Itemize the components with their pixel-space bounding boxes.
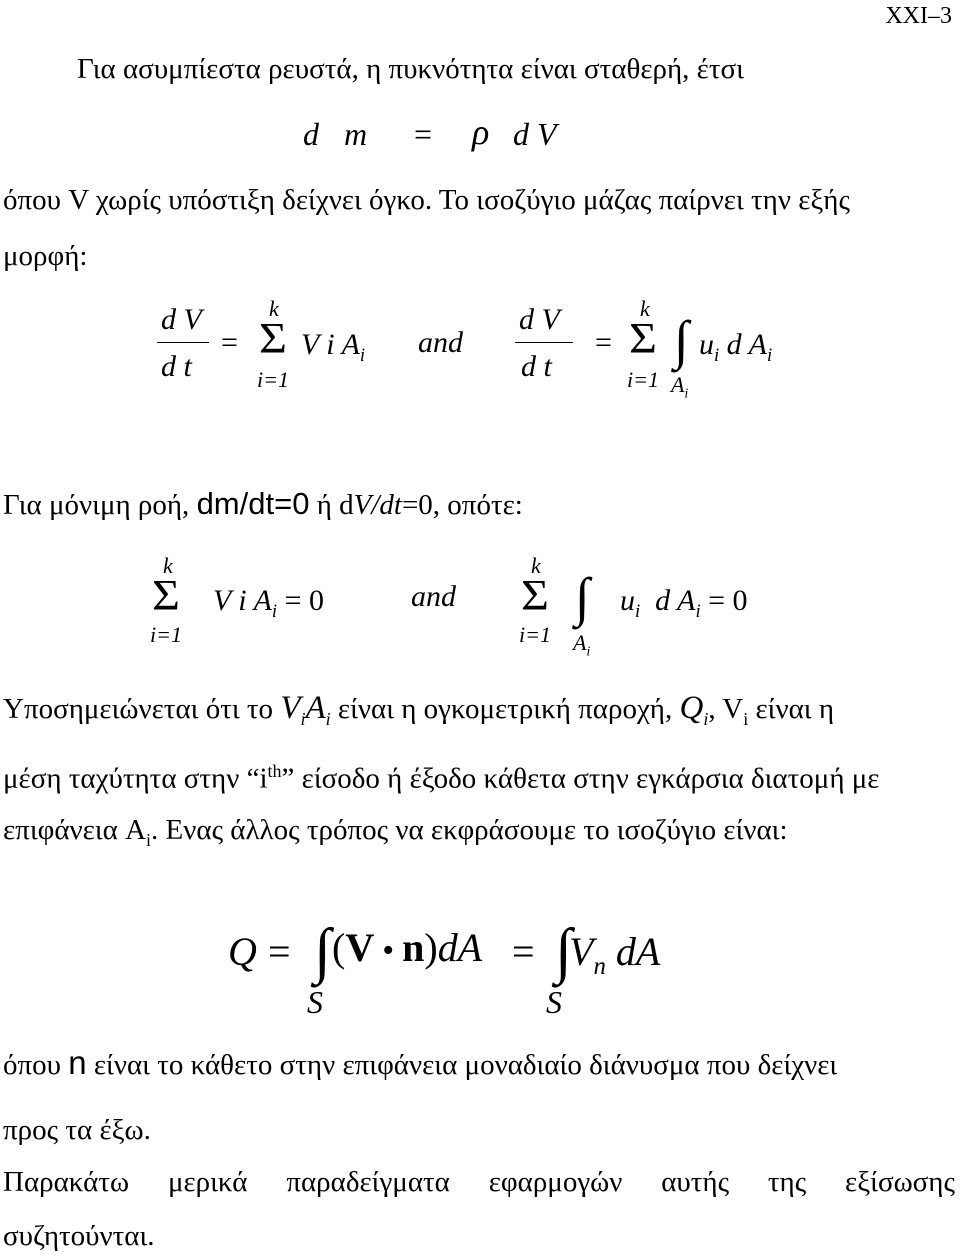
eq2-sum-left: Σ: [259, 314, 287, 363]
eq3-sum-top-right: k: [531, 553, 541, 578]
eq3-integral-sub: $A_i$: [573, 630, 591, 659]
eq3-term1: V i $A_i = 0$: [213, 584, 324, 622]
eq2-sum-right: Σ: [629, 314, 657, 363]
eq2-term2: $u_i$ d $A_i$: [699, 328, 773, 366]
paragraph-2-line-1: όπου V χωρίς υπόστιξη δείχνει όγκο. Το ισοζύγιο μάζας παίρνει την εξής: [3, 184, 850, 216]
eq1-d: d: [303, 116, 319, 152]
eq3-sum-left: Σ: [152, 571, 180, 620]
eq2-and: and: [418, 326, 463, 359]
eq4-integral-2: ∫: [555, 917, 572, 985]
eq2-integral-sub: $A_i$: [671, 372, 689, 401]
eq4-surface-1: S: [307, 984, 323, 1020]
eq2-term1: V i $A_i$: [301, 328, 366, 366]
eq3-term2: $u_i$ d $A_i = 0$: [620, 584, 748, 622]
eq3-sum-top-left: k: [163, 553, 173, 578]
eq3-sum-bottom-right: i=1: [519, 622, 551, 647]
eq2-denominator-left: d t: [161, 350, 192, 383]
eq2-sum-top-left: k: [269, 296, 279, 321]
paragraph-6-line-2: συζητούνται.: [3, 1220, 155, 1252]
eq4-equals-1: =: [268, 929, 291, 974]
eq2-numerator-right: d V: [519, 303, 560, 336]
paragraph-1: Για ασυμπίεστα ρευστά, η πυκνότητα είναι σταθερή, έτσι: [77, 53, 744, 85]
eq4-equals-2: =: [512, 929, 535, 974]
eq2-fraction-bar-left: [157, 342, 209, 343]
eq2-denominator-right: d t: [521, 350, 552, 383]
eq4-q: Q: [228, 929, 257, 974]
paragraph-2-line-2: μορφή:: [3, 240, 88, 272]
eq3-integral: ∫: [575, 567, 590, 627]
eq1-equals: =: [414, 116, 433, 152]
paragraph-4-line-1: Υποσημειώνεται ότι το $V_iA_i$ είναι η ογκομετρική παροχή, $Q_i$, $V_i$ είναι η: [3, 690, 835, 729]
eq4-vector-expression: (V • n)dA: [332, 925, 483, 970]
eq3-and: and: [411, 580, 456, 613]
eq4-vn: $V_n$ dA: [569, 929, 661, 980]
eq2-sum-bottom-right: i=1: [627, 367, 659, 392]
eq1-m: m: [344, 116, 368, 152]
paragraph-5-line-2: προς τα έξω.: [3, 1114, 151, 1146]
eq3-sum-bottom-left: i=1: [150, 622, 182, 647]
eq2-equals-left: =: [221, 326, 238, 359]
eq1-dv: d V: [513, 116, 557, 152]
paragraph-6-line-1: Παρακάτω μερικά παραδείγματα εφαρμογών αυτής της εξίσωσης: [3, 1166, 955, 1198]
eq2-equals-right: =: [595, 326, 612, 359]
eq2-fraction-bar-right: [515, 342, 573, 343]
eq4-surface-2: S: [546, 984, 562, 1020]
page-label: XXI–3: [885, 3, 952, 29]
eq4-integral-1: ∫: [314, 917, 331, 985]
paragraph-3: Για μόνιμη ροή, dm/dt=0 ή dV/dt=0, οπότε:: [3, 486, 523, 521]
eq2-sum-top-right: k: [640, 296, 650, 321]
eq2-numerator-left: d V: [161, 303, 202, 336]
paragraph-4-line-3: επιφάνεια $A_i$. Ενας άλλος τρόπος να εκφράσουμε το ισοζύγιο είναι:: [3, 814, 788, 850]
eq2-integral: ∫: [674, 310, 689, 370]
eq2-sum-bottom-left: i=1: [257, 367, 289, 392]
eq1-rho: ρ: [472, 112, 490, 152]
paragraph-5-line-1: όπου n είναι το κάθετο στην επιφάνεια μοναδιαίο διάνυσμα που δείχνει: [3, 1044, 838, 1081]
eq3-sum-right: Σ: [521, 571, 549, 620]
paragraph-4-line-2: μέση ταχύτητα στην “$i^{th}$” είσοδο ή έξοδο κάθετα στην εγκάρσια διατομή με: [3, 761, 880, 795]
